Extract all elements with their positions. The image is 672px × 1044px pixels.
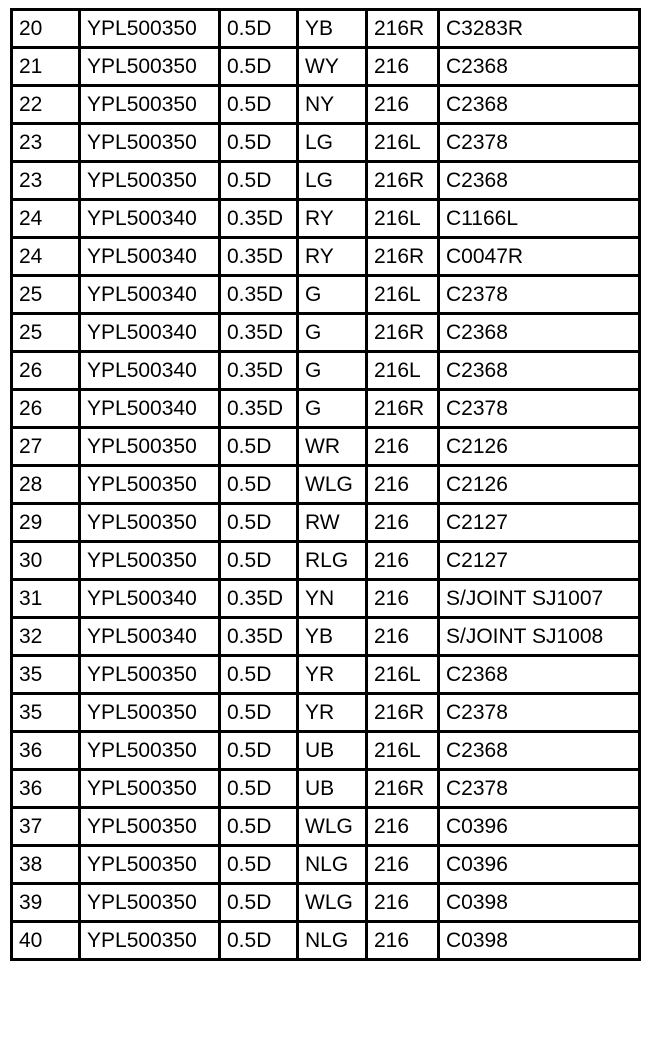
wire-colour-cell: WLG bbox=[298, 466, 367, 504]
location-cell: 216R bbox=[367, 770, 439, 808]
location-cell: 216R bbox=[367, 238, 439, 276]
connector-cell: C2368 bbox=[439, 352, 640, 390]
connector-cell: C2368 bbox=[439, 162, 640, 200]
wire-size-cell: 0.5D bbox=[220, 86, 298, 124]
table-row bbox=[12, 732, 640, 770]
part-number-cell: YPL500350 bbox=[80, 124, 220, 162]
table-row bbox=[12, 656, 640, 694]
location-cell: 216L bbox=[367, 276, 439, 314]
wire-colour-cell: G bbox=[298, 390, 367, 428]
wire-colour-cell: NLG bbox=[298, 922, 367, 960]
table-row bbox=[12, 846, 640, 884]
location-cell: 216R bbox=[367, 314, 439, 352]
circuit-number-cell: 40 bbox=[12, 922, 80, 960]
part-number-cell: YPL500340 bbox=[80, 580, 220, 618]
wire-size-cell: 0.5D bbox=[220, 694, 298, 732]
table-row bbox=[12, 48, 640, 86]
circuit-number-cell: 39 bbox=[12, 884, 80, 922]
wiring-table bbox=[10, 8, 641, 961]
wiring-table-container bbox=[10, 8, 641, 961]
wire-size-cell: 0.35D bbox=[220, 276, 298, 314]
table-row bbox=[12, 86, 640, 124]
circuit-number-cell: 23 bbox=[12, 162, 80, 200]
part-number-cell: YPL500350 bbox=[80, 428, 220, 466]
wire-size-cell: 0.35D bbox=[220, 352, 298, 390]
table-row bbox=[12, 770, 640, 808]
circuit-number-cell: 36 bbox=[12, 732, 80, 770]
wire-colour-cell: RLG bbox=[298, 542, 367, 580]
wire-size-cell: 0.5D bbox=[220, 846, 298, 884]
wire-colour-cell: RY bbox=[298, 200, 367, 238]
circuit-number-cell: 38 bbox=[12, 846, 80, 884]
circuit-number-cell: 22 bbox=[12, 86, 80, 124]
wire-colour-cell: WLG bbox=[298, 884, 367, 922]
wire-colour-cell: WY bbox=[298, 48, 367, 86]
location-cell: 216 bbox=[367, 884, 439, 922]
part-number-cell: YPL500350 bbox=[80, 770, 220, 808]
part-number-cell: YPL500350 bbox=[80, 656, 220, 694]
circuit-number-cell: 24 bbox=[12, 200, 80, 238]
circuit-number-cell: 26 bbox=[12, 390, 80, 428]
circuit-number-cell: 24 bbox=[12, 238, 80, 276]
wire-colour-cell: YB bbox=[298, 10, 367, 48]
wire-size-cell: 0.5D bbox=[220, 656, 298, 694]
table-row bbox=[12, 238, 640, 276]
wire-size-cell: 0.5D bbox=[220, 504, 298, 542]
table-row bbox=[12, 618, 640, 656]
wire-size-cell: 0.35D bbox=[220, 580, 298, 618]
connector-cell: C2127 bbox=[439, 504, 640, 542]
location-cell: 216L bbox=[367, 656, 439, 694]
location-cell: 216R bbox=[367, 162, 439, 200]
location-cell: 216 bbox=[367, 808, 439, 846]
part-number-cell: YPL500340 bbox=[80, 352, 220, 390]
location-cell: 216L bbox=[367, 124, 439, 162]
connector-cell: C1166L bbox=[439, 200, 640, 238]
connector-cell: C0398 bbox=[439, 884, 640, 922]
circuit-number-cell: 30 bbox=[12, 542, 80, 580]
location-cell: 216 bbox=[367, 466, 439, 504]
connector-cell: C2368 bbox=[439, 656, 640, 694]
table-row bbox=[12, 390, 640, 428]
location-cell: 216R bbox=[367, 694, 439, 732]
wire-size-cell: 0.5D bbox=[220, 124, 298, 162]
circuit-number-cell: 35 bbox=[12, 656, 80, 694]
wire-size-cell: 0.35D bbox=[220, 314, 298, 352]
connector-cell: C0047R bbox=[439, 238, 640, 276]
part-number-cell: YPL500350 bbox=[80, 542, 220, 580]
wire-colour-cell: WR bbox=[298, 428, 367, 466]
table-row bbox=[12, 542, 640, 580]
table-row bbox=[12, 314, 640, 352]
table-row bbox=[12, 124, 640, 162]
circuit-number-cell: 25 bbox=[12, 314, 80, 352]
wire-colour-cell: NY bbox=[298, 86, 367, 124]
connector-cell: C2378 bbox=[439, 390, 640, 428]
wire-colour-cell: YB bbox=[298, 618, 367, 656]
part-number-cell: YPL500340 bbox=[80, 276, 220, 314]
wire-colour-cell: YR bbox=[298, 694, 367, 732]
connector-cell: C2126 bbox=[439, 428, 640, 466]
wire-colour-cell: G bbox=[298, 276, 367, 314]
location-cell: 216 bbox=[367, 618, 439, 656]
part-number-cell: YPL500340 bbox=[80, 618, 220, 656]
part-number-cell: YPL500350 bbox=[80, 504, 220, 542]
part-number-cell: YPL500340 bbox=[80, 238, 220, 276]
part-number-cell: YPL500350 bbox=[80, 10, 220, 48]
wire-colour-cell: G bbox=[298, 352, 367, 390]
wire-colour-cell: RW bbox=[298, 504, 367, 542]
wire-size-cell: 0.35D bbox=[220, 238, 298, 276]
location-cell: 216 bbox=[367, 504, 439, 542]
table-row bbox=[12, 694, 640, 732]
table-row bbox=[12, 162, 640, 200]
table-row bbox=[12, 580, 640, 618]
circuit-number-cell: 32 bbox=[12, 618, 80, 656]
part-number-cell: YPL500350 bbox=[80, 48, 220, 86]
circuit-number-cell: 23 bbox=[12, 124, 80, 162]
wire-colour-cell: UB bbox=[298, 732, 367, 770]
connector-cell: C2368 bbox=[439, 732, 640, 770]
circuit-number-cell: 25 bbox=[12, 276, 80, 314]
location-cell: 216 bbox=[367, 846, 439, 884]
wire-colour-cell: LG bbox=[298, 124, 367, 162]
circuit-number-cell: 26 bbox=[12, 352, 80, 390]
wiring-table-body bbox=[12, 10, 640, 960]
wire-size-cell: 0.5D bbox=[220, 10, 298, 48]
part-number-cell: YPL500350 bbox=[80, 694, 220, 732]
circuit-number-cell: 36 bbox=[12, 770, 80, 808]
circuit-number-cell: 29 bbox=[12, 504, 80, 542]
table-row bbox=[12, 352, 640, 390]
wire-size-cell: 0.5D bbox=[220, 466, 298, 504]
wire-colour-cell: YN bbox=[298, 580, 367, 618]
connector-cell: C2378 bbox=[439, 770, 640, 808]
location-cell: 216L bbox=[367, 732, 439, 770]
wire-colour-cell: G bbox=[298, 314, 367, 352]
wire-size-cell: 0.5D bbox=[220, 808, 298, 846]
wire-size-cell: 0.5D bbox=[220, 542, 298, 580]
part-number-cell: YPL500350 bbox=[80, 732, 220, 770]
location-cell: 216 bbox=[367, 542, 439, 580]
connector-cell: C2378 bbox=[439, 694, 640, 732]
location-cell: 216 bbox=[367, 922, 439, 960]
connector-cell: C0398 bbox=[439, 922, 640, 960]
table-row bbox=[12, 466, 640, 504]
wire-colour-cell: YR bbox=[298, 656, 367, 694]
wire-size-cell: 0.35D bbox=[220, 390, 298, 428]
table-row bbox=[12, 884, 640, 922]
connector-cell: C3283R bbox=[439, 10, 640, 48]
circuit-number-cell: 35 bbox=[12, 694, 80, 732]
connector-cell: C2368 bbox=[439, 314, 640, 352]
wire-size-cell: 0.5D bbox=[220, 884, 298, 922]
wire-size-cell: 0.35D bbox=[220, 618, 298, 656]
part-number-cell: YPL500350 bbox=[80, 466, 220, 504]
part-number-cell: YPL500350 bbox=[80, 808, 220, 846]
connector-cell: C0396 bbox=[439, 846, 640, 884]
circuit-number-cell: 31 bbox=[12, 580, 80, 618]
connector-cell: C2126 bbox=[439, 466, 640, 504]
table-row bbox=[12, 200, 640, 238]
part-number-cell: YPL500350 bbox=[80, 162, 220, 200]
wire-colour-cell: RY bbox=[298, 238, 367, 276]
circuit-number-cell: 20 bbox=[12, 10, 80, 48]
part-number-cell: YPL500340 bbox=[80, 314, 220, 352]
connector-cell: C0396 bbox=[439, 808, 640, 846]
connector-cell: C2368 bbox=[439, 86, 640, 124]
location-cell: 216L bbox=[367, 352, 439, 390]
table-row bbox=[12, 428, 640, 466]
connector-cell: C2368 bbox=[439, 48, 640, 86]
connector-cell: C2378 bbox=[439, 124, 640, 162]
location-cell: 216 bbox=[367, 580, 439, 618]
table-row bbox=[12, 10, 640, 48]
wire-size-cell: 0.5D bbox=[220, 922, 298, 960]
part-number-cell: YPL500340 bbox=[80, 390, 220, 428]
location-cell: 216R bbox=[367, 10, 439, 48]
wire-colour-cell: NLG bbox=[298, 846, 367, 884]
location-cell: 216 bbox=[367, 48, 439, 86]
wire-size-cell: 0.35D bbox=[220, 200, 298, 238]
connector-cell: C2127 bbox=[439, 542, 640, 580]
circuit-number-cell: 27 bbox=[12, 428, 80, 466]
part-number-cell: YPL500350 bbox=[80, 86, 220, 124]
part-number-cell: YPL500350 bbox=[80, 884, 220, 922]
wire-colour-cell: WLG bbox=[298, 808, 367, 846]
wire-size-cell: 0.5D bbox=[220, 732, 298, 770]
table-row bbox=[12, 276, 640, 314]
circuit-number-cell: 37 bbox=[12, 808, 80, 846]
location-cell: 216R bbox=[367, 390, 439, 428]
table-row bbox=[12, 922, 640, 960]
circuit-number-cell: 21 bbox=[12, 48, 80, 86]
part-number-cell: YPL500350 bbox=[80, 922, 220, 960]
wire-colour-cell: UB bbox=[298, 770, 367, 808]
wire-size-cell: 0.5D bbox=[220, 162, 298, 200]
table-row bbox=[12, 504, 640, 542]
connector-cell: S/JOINT SJ1008 bbox=[439, 618, 640, 656]
part-number-cell: YPL500350 bbox=[80, 846, 220, 884]
location-cell: 216L bbox=[367, 200, 439, 238]
connector-cell: S/JOINT SJ1007 bbox=[439, 580, 640, 618]
location-cell: 216 bbox=[367, 428, 439, 466]
connector-cell: C2378 bbox=[439, 276, 640, 314]
wire-size-cell: 0.5D bbox=[220, 428, 298, 466]
wire-colour-cell: LG bbox=[298, 162, 367, 200]
table-row bbox=[12, 808, 640, 846]
location-cell: 216 bbox=[367, 86, 439, 124]
circuit-number-cell: 28 bbox=[12, 466, 80, 504]
part-number-cell: YPL500340 bbox=[80, 200, 220, 238]
wire-size-cell: 0.5D bbox=[220, 770, 298, 808]
wire-size-cell: 0.5D bbox=[220, 48, 298, 86]
